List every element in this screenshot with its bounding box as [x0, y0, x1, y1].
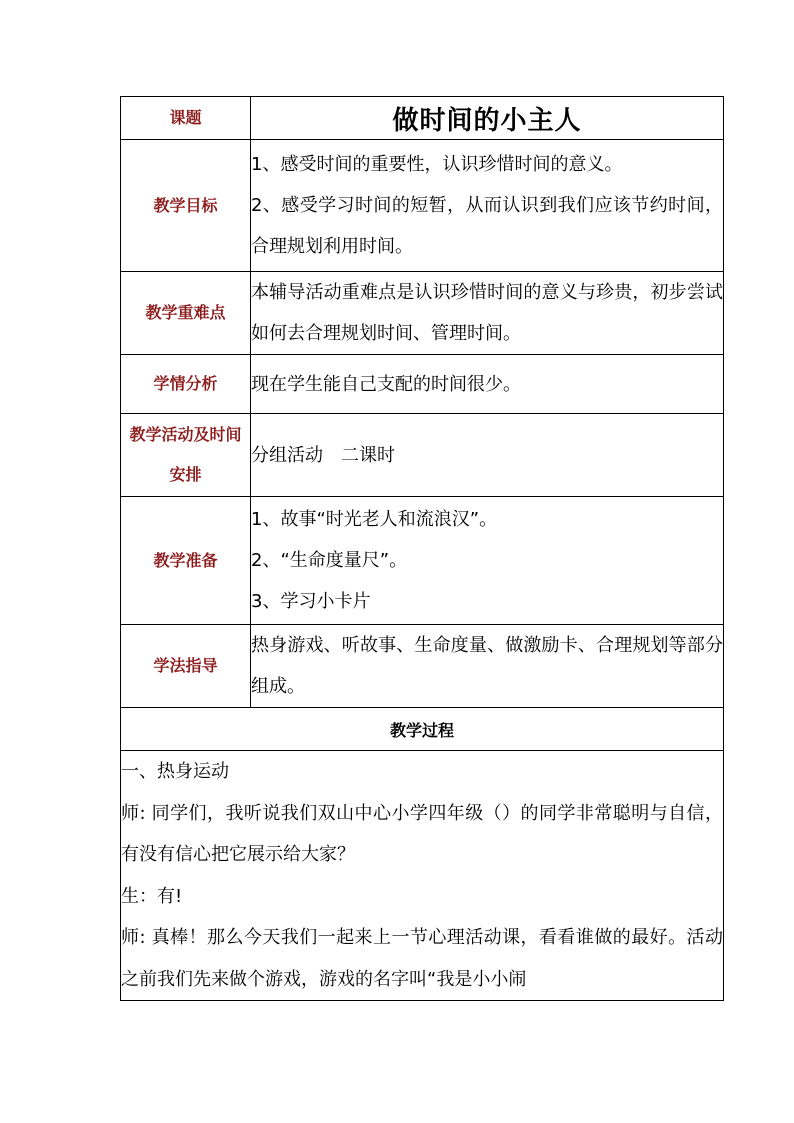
preparation-item: 3、学习小卡片: [251, 591, 371, 612]
preparation-item: 1、故事“时光老人和流浪汉”。: [251, 509, 498, 530]
student-analysis-label: 学情分析: [121, 355, 251, 414]
process-header: 教学过程: [121, 708, 724, 751]
section-heading: 一、热身运动: [121, 761, 229, 782]
activity-schedule-text: 分组活动 二课时: [251, 444, 395, 466]
activity-schedule-row: [121, 414, 724, 497]
method-guidance-row: [121, 625, 724, 708]
objective-item: 1、感受时间的重要性，认识珍惜时间的意义。: [251, 154, 623, 175]
dialogue-paragraph: 师: 真棒！那么今天我们一起来上一节心理活动课，看看谁做的最好。活动之前我们先来做个游戏，游戏的名字叫“我是小小闹: [121, 927, 723, 990]
lesson-plan-table: [120, 96, 724, 1001]
objectives-row: [121, 140, 724, 272]
preparation-label: 教学准备: [121, 497, 251, 625]
key-difficulties-content: [251, 272, 724, 355]
activity-schedule-content: [251, 414, 724, 497]
method-guidance-label: 学法指导: [121, 625, 251, 708]
lesson-title: 做时间的小主人: [251, 97, 724, 140]
objectives-label: 教学目标: [121, 140, 251, 272]
preparation-item: 2、“生命度量尺”。: [251, 550, 408, 571]
process-body-row: [121, 751, 724, 1001]
key-difficulties-row: [121, 272, 724, 355]
title-label: 课题: [121, 97, 251, 140]
process-header-row: [121, 708, 724, 751]
key-difficulties-text: 本辅导活动重难点是认识珍惜时间的意义与珍贵，初步尝试如何去合理规划时间、管理时间。: [251, 282, 723, 344]
student-analysis-text: 现在学生能自己支配的时间很少。: [251, 373, 521, 395]
objective-item: 2、感受学习时间的短暂，从而认识到我们应该节约时间，合理规划利用时间。: [251, 195, 723, 257]
preparation-row: [121, 497, 724, 625]
method-guidance-text: 热身游戏、听故事、生命度量、做激励卡、合理规划等部分组成。: [251, 635, 723, 697]
objectives-content: [251, 140, 724, 272]
process-body: [121, 751, 724, 1001]
dialogue-paragraph: 生：有!: [121, 885, 183, 907]
student-analysis-row: [121, 355, 724, 414]
method-guidance-content: [251, 625, 724, 708]
preparation-content: [251, 497, 724, 625]
key-difficulties-label: 教学重难点: [121, 272, 251, 355]
activity-schedule-label: 教学活动及时间安排: [121, 414, 251, 497]
title-row: [121, 97, 724, 140]
dialogue-paragraph: 师: 同学们，我听说我们双山中心小学四年级（）的同学非常聪明与自信，有没有信心把它展示给大家？: [121, 802, 723, 865]
student-analysis-content: [251, 355, 724, 414]
